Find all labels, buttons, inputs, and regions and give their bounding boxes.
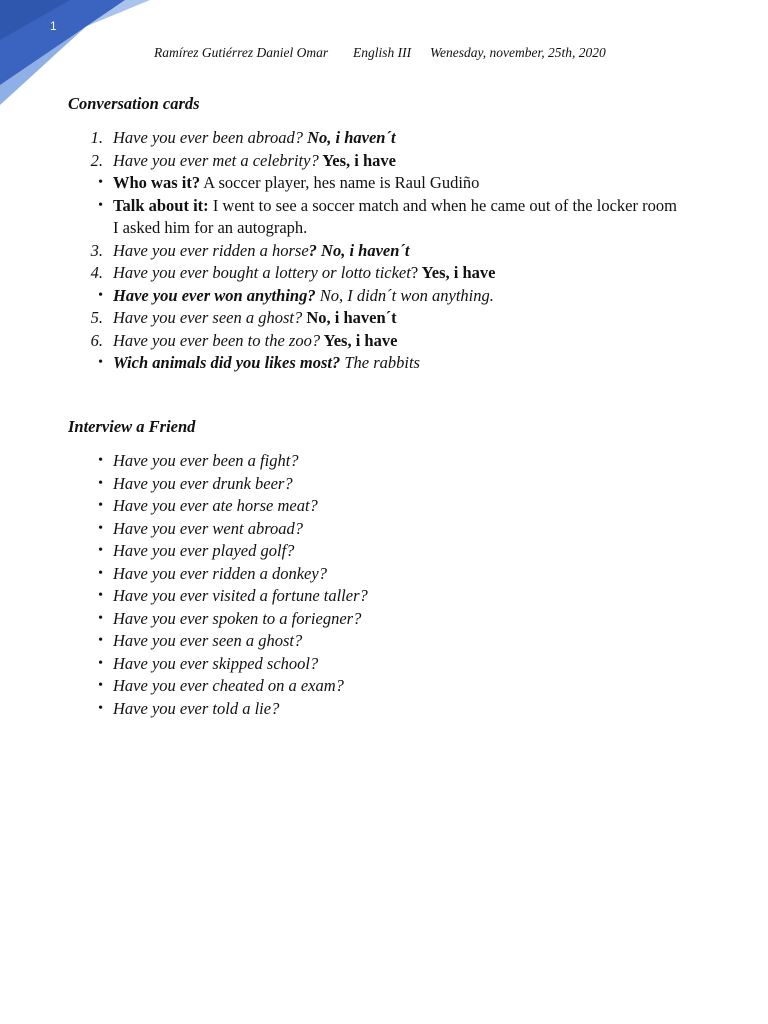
header-author: Ramírez Gutiérrez Daniel Omar bbox=[154, 45, 329, 60]
interview-questions-list bbox=[0, 450, 683, 720]
question-text: Have you ever told a lie? bbox=[113, 698, 280, 718]
question-text: Have you ever ridden a horse bbox=[113, 240, 309, 260]
list-item bbox=[0, 172, 683, 195]
bullet-icon: • bbox=[98, 453, 103, 468]
conversation-cards-list bbox=[0, 127, 683, 375]
answer-text: No, I didn´t won anything. bbox=[315, 285, 494, 305]
list-number: 1. bbox=[90, 128, 103, 147]
question-text: Have you ever won anything? bbox=[113, 285, 316, 305]
answer-text: Yes, i have bbox=[318, 150, 397, 170]
question-text: Have you ever went abroad? bbox=[113, 518, 303, 538]
bullet-icon: • bbox=[98, 197, 103, 213]
answer-text: Yes, i have bbox=[320, 330, 398, 350]
list-item bbox=[0, 608, 683, 631]
question-mark: ? bbox=[410, 263, 419, 282]
page-number: 1 bbox=[50, 19, 57, 33]
list-item bbox=[0, 563, 683, 586]
list-item bbox=[0, 450, 683, 473]
bullet-icon: • bbox=[98, 655, 103, 671]
bullet-icon: • bbox=[98, 565, 103, 581]
list-item bbox=[0, 698, 683, 721]
bullet-icon: • bbox=[98, 287, 103, 303]
list-item bbox=[0, 195, 683, 240]
answer-text: The rabbits bbox=[340, 353, 420, 372]
section-title-conversation-cards: Conversation cards bbox=[68, 94, 200, 113]
bullet-icon: • bbox=[98, 355, 103, 370]
list-number: 5. bbox=[90, 308, 103, 327]
list-item bbox=[0, 473, 683, 496]
question-text: Have you ever cheated on a exam? bbox=[113, 676, 344, 695]
header-course: English III bbox=[353, 45, 412, 60]
question-text: Have you ever been a fight? bbox=[113, 451, 299, 470]
corner-decoration bbox=[0, 0, 150, 105]
header-date: Wenesday, november, 25th, 2020 bbox=[430, 45, 606, 60]
answer-text: No, i haven´t bbox=[302, 128, 396, 147]
question-text: Have you ever ridden a donkey? bbox=[113, 563, 327, 583]
question-text: Have you ever ate horse meat? bbox=[113, 496, 318, 515]
question-text: Have you ever played golf? bbox=[113, 541, 295, 560]
list-number: 2. bbox=[90, 150, 103, 170]
section-title-interview-a-friend: Interview a Friend bbox=[68, 417, 196, 436]
question-text: Have you ever been to the zoo? bbox=[113, 330, 321, 350]
answer-text: I went to see a soccer match and when he came out of the locker room I asked him for an autograph. bbox=[113, 195, 677, 237]
answer-text: Yes, i have bbox=[418, 263, 496, 282]
list-item bbox=[0, 330, 683, 353]
list-item bbox=[0, 630, 683, 653]
question-text: Have you ever visited a fortune taller? bbox=[113, 586, 368, 605]
bullet-icon: • bbox=[98, 543, 103, 558]
list-number: 6. bbox=[90, 330, 103, 350]
bullet-icon: • bbox=[98, 498, 103, 513]
question-text: Have you ever seen a ghost? bbox=[113, 308, 303, 327]
list-item bbox=[0, 518, 683, 541]
bullet-icon: • bbox=[98, 475, 103, 491]
prompt-label: Talk about it: bbox=[113, 195, 209, 215]
bullet-icon: • bbox=[98, 588, 103, 603]
question-text: Have you ever spoken to a foriegner? bbox=[113, 608, 362, 628]
bullet-icon: • bbox=[98, 175, 103, 190]
bullet-icon: • bbox=[98, 700, 103, 716]
question-text: Have you ever seen a ghost? bbox=[113, 631, 303, 650]
bullet-icon: • bbox=[98, 610, 103, 626]
bullet-icon: • bbox=[98, 633, 103, 648]
list-item bbox=[0, 307, 683, 330]
bullet-icon: • bbox=[98, 678, 103, 693]
bullet-icon: • bbox=[98, 520, 103, 536]
answer-text: No, i haven´t bbox=[302, 308, 397, 327]
list-item bbox=[0, 540, 683, 563]
question-text: Have you ever met a celebrity? bbox=[113, 150, 319, 170]
answer-text: ? No, i haven´t bbox=[308, 240, 410, 260]
question-text: Have you ever bought a lottery or lotto ticket bbox=[113, 263, 411, 282]
list-item bbox=[0, 240, 683, 263]
list-item bbox=[0, 127, 683, 150]
list-item bbox=[0, 675, 683, 698]
question-text: Have you ever skipped school? bbox=[113, 653, 319, 673]
list-item bbox=[0, 285, 683, 308]
list-item bbox=[0, 585, 683, 608]
answer-text: A soccer player, hes name is Raul Gudiño bbox=[200, 173, 480, 192]
list-item bbox=[0, 262, 683, 285]
list-item bbox=[0, 150, 683, 173]
list-item bbox=[0, 352, 683, 375]
list-number: 4. bbox=[90, 263, 103, 282]
list-number: 3. bbox=[90, 240, 103, 260]
prompt-label: Who was it? bbox=[113, 173, 201, 192]
question-text: Have you ever drunk beer? bbox=[113, 473, 293, 493]
question-text: Have you ever been abroad? bbox=[113, 128, 303, 147]
list-item bbox=[0, 495, 683, 518]
question-text: Wich animals did you likes most? bbox=[113, 353, 341, 372]
list-item bbox=[0, 653, 683, 676]
